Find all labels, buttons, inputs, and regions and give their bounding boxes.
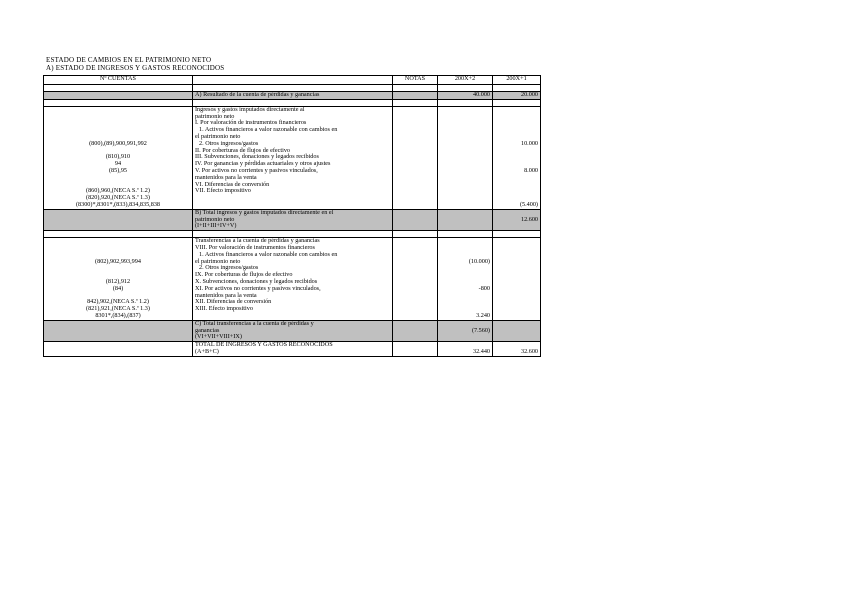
concept-line: el patrimonio neto xyxy=(195,257,241,265)
account-code: (821),921,(NECA S.ª 1.3) xyxy=(86,305,150,313)
concept-line: el patrimonio neto xyxy=(195,132,241,140)
concept-line: V. Por activos no corrientes y pasivos vinculados, xyxy=(195,166,318,174)
concept-line: 1. Activos financieros a valor razonable con cambios en xyxy=(199,250,338,258)
value-cell: (10.000) xyxy=(468,257,490,265)
block-1-year-2 xyxy=(493,106,541,209)
concept-line: VII. Efecto impositivo xyxy=(195,187,251,195)
account-code: 8301*,(834),(837) xyxy=(95,311,141,319)
header-row xyxy=(44,76,541,85)
account-code: (800),(89),900,991,992 xyxy=(89,139,147,147)
statement-title: ESTADO DE CAMBIOS EN EL PATRIMONIO NETO xyxy=(46,56,212,64)
account-code: (860),960,(NECA S.ª 1.2) xyxy=(86,187,150,195)
concept-line: mantenidos para la venta xyxy=(195,173,257,181)
account-code: (820),920,(NECA S.ª 1.3) xyxy=(86,194,150,202)
row-a-label: A) Resultado de la cuenta de pérdidas y ganancias xyxy=(193,92,393,100)
block-1-accounts xyxy=(44,106,193,209)
row-b-year-2: 12.600 xyxy=(493,209,541,230)
account-code: (85),95 xyxy=(108,166,128,174)
account-code: (810),910 xyxy=(105,153,131,161)
row-grand-total xyxy=(44,342,541,357)
account-code: (84) xyxy=(112,284,124,292)
concept-line: patrimonio neto xyxy=(195,112,235,120)
value-cell: 10.000 xyxy=(520,139,538,147)
concept-line: XI. Por activos no corrientes y pasivos vinculados, xyxy=(195,284,321,292)
row-a-year-1: 40.000 xyxy=(438,92,493,100)
row-a-year-2: 20.000 xyxy=(493,92,541,100)
block-2-accounts xyxy=(44,238,193,321)
header-cuentas: Nº CUENTAS xyxy=(44,76,193,85)
concept-line: 2. Otros ingresos/gastos xyxy=(199,264,259,272)
value-cell: (5.400) xyxy=(519,200,538,208)
concept-line: XII. Diferencias de conversión xyxy=(195,298,272,306)
concept-line: VI. Diferencias de conversión xyxy=(195,180,270,188)
header-year-2: 200X+1 xyxy=(493,76,541,85)
account-code: (8300)*,8301*,(833),834,835,838 xyxy=(75,200,161,208)
row-b-label: B) Total ingresos y gastos imputados directamente en el patrimonio neto (I+II+III+IV+V) xyxy=(193,209,393,230)
grand-total-year-1: 32.440 xyxy=(438,342,493,357)
header-notas: NOTAS xyxy=(393,76,438,85)
row-a-result xyxy=(44,92,541,100)
account-code: (812),912 xyxy=(105,277,131,285)
row-c-label: C) Total transferencias a la cuenta de pérdidas y ganancias (VI+VII+VIII+IX) xyxy=(193,320,393,341)
value-cell: 8.000 xyxy=(524,166,538,174)
account-code: (802),902,993,994 xyxy=(95,257,141,265)
grand-total-label: TOTAL DE INGRESOS Y GASTOS RECONOCIDOS (A+B+C) xyxy=(193,342,393,357)
concept-line: IX. Por coberturas de flujos de efectivo xyxy=(195,271,293,279)
block-2-year-1 xyxy=(438,238,493,321)
block-2-concepts xyxy=(193,238,393,321)
value-cell: -800 xyxy=(478,284,490,292)
statement-subtitle: A) ESTADO DE INGRESOS Y GASTOS RECONOCIDOS xyxy=(46,64,225,72)
concept-line: 2. Otros ingresos/gastos xyxy=(199,139,259,147)
concept-line: mantenidos para la venta xyxy=(195,291,257,299)
concept-line: I. Por valoración de instrumentos financieros xyxy=(195,119,307,127)
concept-line: XIII. Efecto impositivo xyxy=(195,305,253,313)
income-expense-table xyxy=(43,75,541,357)
row-c-total xyxy=(44,320,541,341)
concept-line: II. Por coberturas de flujos de efectivo xyxy=(195,146,291,154)
grand-total-year-2: 32.600 xyxy=(493,342,541,357)
concept-line: Transferencias a la cuenta de pérdidas y ganancias xyxy=(195,237,320,245)
concept-line: 1. Activos financieros a valor razonable con cambios en xyxy=(199,126,338,134)
document-titles xyxy=(46,56,224,72)
account-code: 842),902,(NECA S.ª 1.2) xyxy=(87,298,149,306)
value-cell: 3.240 xyxy=(476,311,490,319)
concept-line: VIII. Por valoración de instrumentos financieros xyxy=(195,243,315,251)
header-year-1: 200X+2 xyxy=(438,76,493,85)
row-c-year-1: (7.560) xyxy=(438,320,493,341)
row-b-total xyxy=(44,209,541,230)
concept-line: X. Subvenciones, donaciones y legados recibidos xyxy=(195,277,318,285)
concept-line: Ingresos y gastos imputados directamente al xyxy=(195,105,305,113)
concept-line: III. Subvenciones, donaciones y legados recibidos xyxy=(195,153,319,161)
concept-line: IV. Por ganancias y pérdidas actuariales y otros ajustes xyxy=(195,160,331,168)
block-1-concepts xyxy=(193,106,393,209)
account-code: 94 xyxy=(114,160,122,168)
block-2-row xyxy=(44,238,541,321)
block-1-row xyxy=(44,106,541,209)
header-concepto xyxy=(193,76,393,85)
